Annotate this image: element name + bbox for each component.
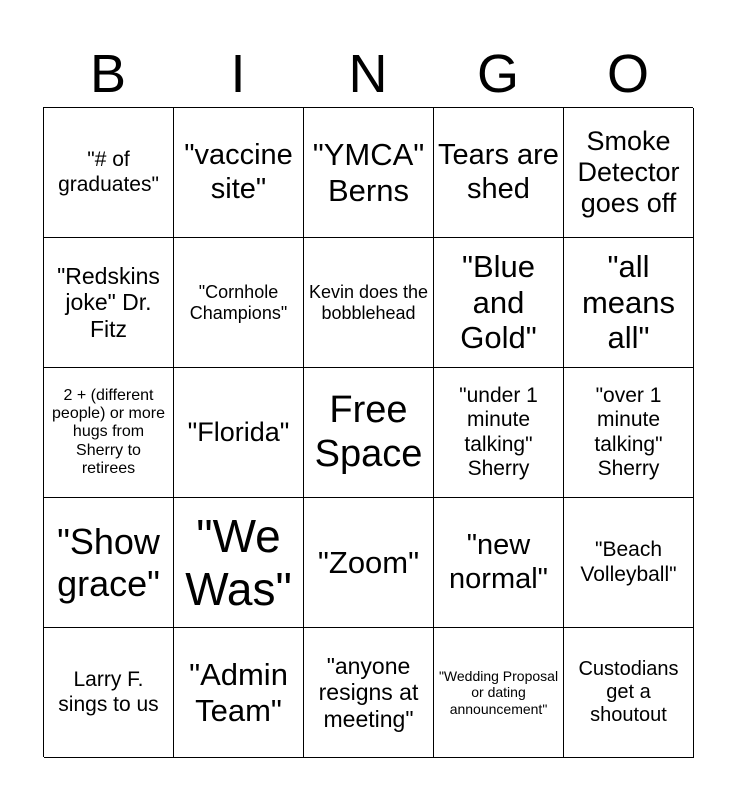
bingo-cell[interactable] <box>44 108 174 238</box>
cell-text: "Blue and Gold" <box>460 249 537 356</box>
bingo-cell[interactable] <box>174 238 304 368</box>
cell-text: Tears are shed <box>438 139 559 205</box>
bingo-cell[interactable] <box>174 498 304 628</box>
bingo-cell[interactable] <box>44 628 174 758</box>
bingo-cell[interactable] <box>304 238 434 368</box>
bingo-grid <box>43 107 693 757</box>
bingo-cell[interactable] <box>304 628 434 758</box>
cell-text: "Show grace" <box>57 521 160 604</box>
bingo-cell[interactable] <box>434 238 564 368</box>
cell-text: "Wedding Proposal or dating announcement" <box>438 668 559 717</box>
cell-text: "vaccine site" <box>184 139 293 205</box>
header-letter-n: N <box>348 44 388 104</box>
bingo-cell[interactable] <box>304 108 434 238</box>
cell-text: "over 1 minute talking" Sherry <box>594 384 663 480</box>
cell-text: 2 + (different people) or more hugs from Sherry to retirees <box>52 386 165 478</box>
bingo-cell[interactable] <box>564 238 694 368</box>
cell-text: "Zoom" <box>317 544 420 580</box>
free-space-cell[interactable] <box>304 368 434 498</box>
bingo-cell[interactable] <box>44 368 174 498</box>
cell-text: "YMCA" Berns <box>312 136 425 208</box>
cell-text: Custodians get a shoutout <box>578 658 679 726</box>
bingo-cell[interactable] <box>434 498 564 628</box>
bingo-cell[interactable] <box>564 108 694 238</box>
cell-text: Smoke Detector goes off <box>577 125 680 219</box>
bingo-cell[interactable] <box>434 368 564 498</box>
cell-text: "new normal" <box>449 529 548 595</box>
bingo-cell[interactable] <box>564 368 694 498</box>
bingo-cell[interactable] <box>434 108 564 238</box>
header-letter-o: O <box>606 44 649 104</box>
bingo-cell[interactable] <box>434 628 564 758</box>
cell-text: "anyone resigns at meeting" <box>318 652 419 732</box>
cell-text: "under 1 minute talking" Sherry <box>459 384 538 480</box>
bingo-cell[interactable] <box>174 628 304 758</box>
cell-text: "We Was" <box>185 509 292 615</box>
bingo-cell[interactable] <box>174 368 304 498</box>
cell-text: "Florida" <box>187 416 290 447</box>
cell-text: "# of graduates" <box>58 148 159 196</box>
bingo-cell[interactable] <box>44 238 174 368</box>
cell-text: "Beach Volleyball" <box>580 538 677 586</box>
bingo-cell[interactable] <box>44 498 174 628</box>
bingo-cell[interactable] <box>174 108 304 238</box>
cell-text: "Redskins joke" Dr. Fitz <box>57 262 160 342</box>
cell-text: "Admin Team" <box>189 656 288 728</box>
bingo-cell[interactable] <box>564 498 694 628</box>
header-letter-b: B <box>89 44 127 104</box>
cell-text: Larry F. sings to us <box>58 668 159 716</box>
cell-text: Free Space <box>314 388 423 475</box>
cell-text: Kevin does the bobblehead <box>308 281 429 323</box>
cell-text: "all means all" <box>581 249 676 356</box>
bingo-header <box>43 40 693 108</box>
bingo-cell[interactable] <box>564 628 694 758</box>
bingo-cell[interactable] <box>304 498 434 628</box>
header-letter-i: I <box>230 44 246 104</box>
cell-text: "Cornhole Champions" <box>189 281 288 323</box>
header-letter-g: G <box>476 44 519 104</box>
